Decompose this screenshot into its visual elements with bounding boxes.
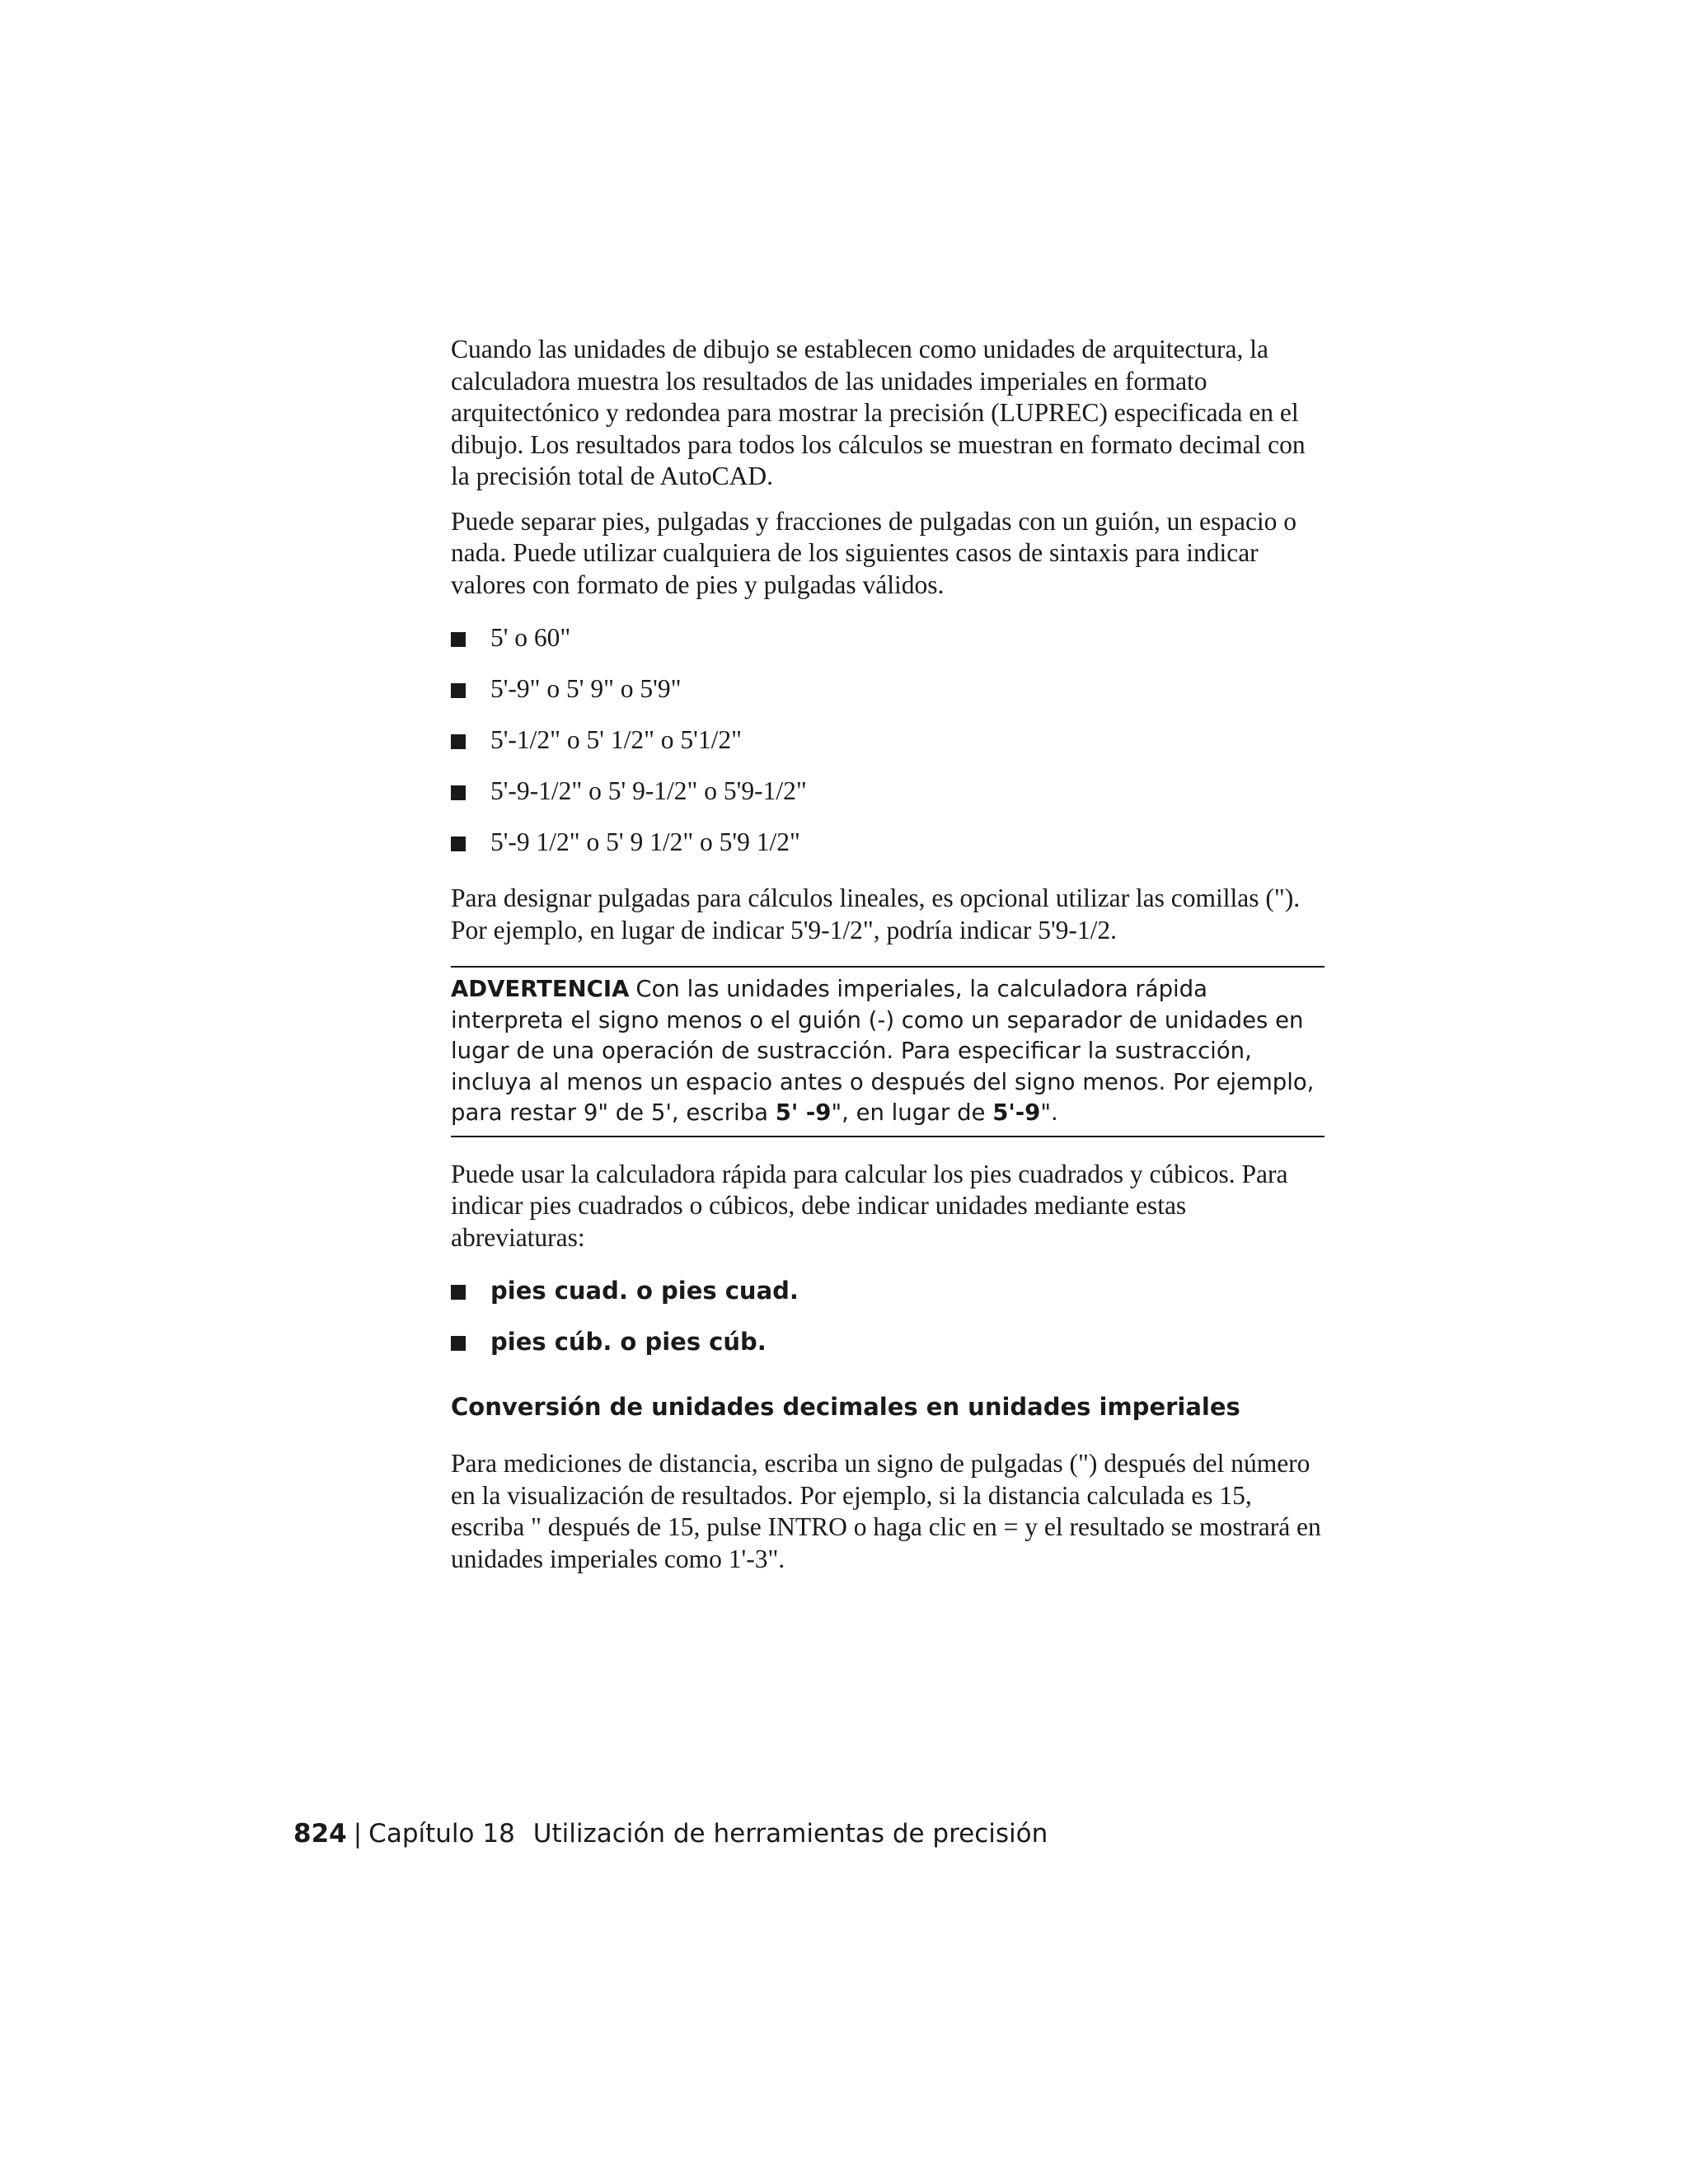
- units-list: [451, 1275, 1325, 1357]
- list-item: 5'-9-1/2" o 5' 9-1/2" o 5'9-1/2": [451, 776, 1325, 807]
- bullet-square-icon: [451, 1285, 466, 1300]
- syntax-list: [451, 622, 1325, 858]
- page-footer: [293, 1817, 1048, 1850]
- paragraph-distance-conversion: Para mediciones de distancia, escriba un signo de pulgadas (") después del número en la visualización de resultados. Por ejemplo, si la distancia calculada es 15, escriba " después de 15, pulse INTRO o haga clic en = y el resultado se mostrará en unidades imperiales como 1'-3".: [451, 1449, 1321, 1573]
- bullet-square-icon: [451, 785, 466, 800]
- paragraph-architectural-units: Cuando las unidades de dibujo se establecen como unidades de arquitectura, la calculadora muestra los resultados de las unidades imperiales en formato arquitectónico y redondea para mostrar la precisión (LUPREC) especificada en el dibujo. Los resultados para todos los cálculos se muestran en formato decimal con la precisión total de AutoCAD.: [451, 335, 1306, 490]
- paragraph-square-cubic: Puede usar la calculadora rápida para calcular los pies cuadrados y cúbicos. Para indicar pies cuadrados o cúbicos, debe indicar unidades mediante estas abreviaturas:: [451, 1159, 1288, 1252]
- warning-example-incorrect: 5'-9: [992, 1099, 1041, 1126]
- page-number: 824: [293, 1819, 347, 1849]
- bullet-square-icon: [451, 632, 466, 647]
- chapter-label: Capítulo 18: [368, 1819, 515, 1849]
- bullet-square-icon: [451, 683, 466, 698]
- bullet-square-icon: [451, 1336, 466, 1351]
- footer-separator: |: [353, 1819, 363, 1849]
- list-item: 5' o 60": [451, 622, 1325, 654]
- warning-label: ADVERTENCIA: [451, 976, 630, 1002]
- page-content: [451, 334, 1325, 1588]
- bullet-square-icon: [451, 837, 466, 851]
- paragraph-inch-quotes: Para designar pulgadas para cálculos lineales, es opcional utilizar las comillas ("). Por ejemplo, en lugar de indicar 5'9-1/2", podría indicar 5'9-1/2.: [451, 883, 1301, 944]
- list-item: 5'-9" o 5' 9" o 5'9": [451, 673, 1325, 705]
- list-item: 5'-1/2" o 5' 1/2" o 5'1/2": [451, 724, 1325, 756]
- bullet-square-icon: [451, 734, 466, 749]
- section-heading: Conversión de unidades decimales en unidades imperiales: [451, 1393, 1240, 1421]
- list-item: pies cúb. o pies cúb.: [451, 1326, 1325, 1357]
- warning-box: ADVERTENCIA Con las unidades imperiales, la calculadora rápida interpreta el signo menos o el guión (-) como un separador de unidades en lugar de una operación de sustracción. Para especificar la sustracción, incluya al menos un espacio antes o después del signo menos. Por ejemplo, para restar 9" de 5', escriba 5' -9", en lugar de 5'-9".: [451, 966, 1325, 1137]
- list-item: pies cuad. o pies cuad.: [451, 1275, 1325, 1306]
- warning-text: Con las unidades imperiales, la calculadora rápida interpreta el signo menos o el guión (-) como un separador de unidades en lugar de una operación de sustracción. Para especificar la sustracción, incluya al menos un espacio antes o después del signo menos. Por ejemplo, para restar 9" de 5', escriba: [451, 976, 1315, 1126]
- list-item: 5'-9 1/2" o 5' 9 1/2" o 5'9 1/2": [451, 827, 1325, 858]
- chapter-title: Utilización de herramientas de precisión: [532, 1819, 1048, 1849]
- paragraph-separators: Puede separar pies, pulgadas y fracciones de pulgadas con un guión, un espacio o nada. Puede utilizar cualquiera de los siguientes casos de sintaxis para indicar valores con formato de pies y pulgadas válidos.: [451, 506, 1297, 599]
- warning-example-correct: 5' -9: [775, 1099, 832, 1126]
